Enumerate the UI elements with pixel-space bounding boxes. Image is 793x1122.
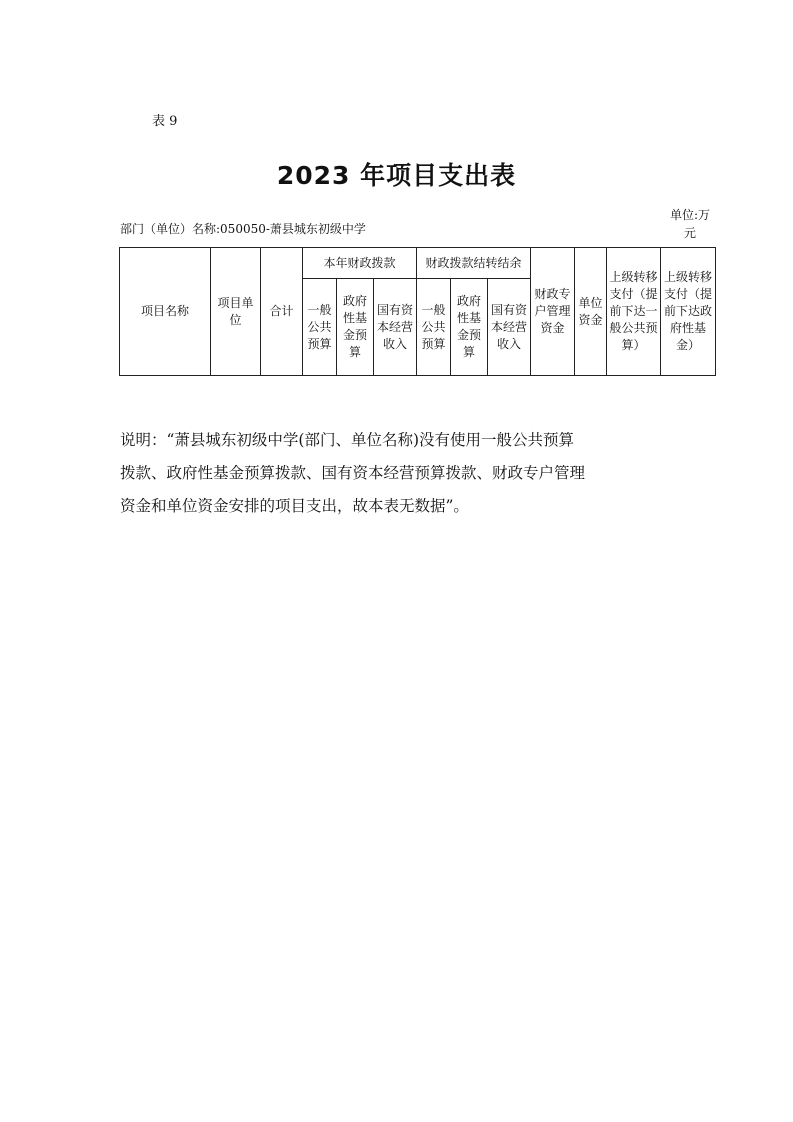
page-title: 2023 年项目支出表 [276,161,517,190]
header-project-unit: 项目单位 [211,248,261,376]
note-line-2: 拨款、政府性基金预算拨款、国有资本经营预算拨款、财政专户管理 [120,464,586,482]
header-total: 合计 [261,248,303,376]
header-carryover-balance: 财政拨款结转结余 [417,248,531,279]
table-number: 表 9 [152,114,178,129]
header-unit-funds: 单位资金 [575,248,607,376]
unit-label: 单位:万元 [669,208,711,240]
subheader-state-capital-carryover: 国有资本经营收入 [488,279,531,376]
subheader-general-budget-carryover: 一般公共预算 [417,279,451,376]
project-expenditure-table [119,247,716,376]
header-project-name: 项目名称 [120,248,211,376]
subheader-gov-fund-carryover: 政府性基金预算 [451,279,488,376]
explanation-note [120,424,680,523]
header-transfer-fund: 上级转移支付（提前下达政府性基金） [661,248,716,376]
header-fiscal-special-account: 财政专户管理资金 [531,248,575,376]
header-transfer-general: 上级转移支付（提前下达一般公共预算） [607,248,661,376]
note-line-1: 说明：“萧县城东初级中学(部门、单位名称)没有使用一般公共预算 [120,431,575,449]
note-line-3: 资金和单位资金安排的项目支出，故本表无数据”。 [120,497,469,515]
header-current-year-appropriation: 本年财政拨款 [303,248,417,279]
subheader-gov-fund: 政府性基金预算 [337,279,374,376]
subheader-general-budget: 一般公共预算 [303,279,337,376]
department-name: 部门（单位）名称:050050-萧县城东初级中学 [120,222,366,236]
subheader-state-capital: 国有资本经营收入 [374,279,417,376]
